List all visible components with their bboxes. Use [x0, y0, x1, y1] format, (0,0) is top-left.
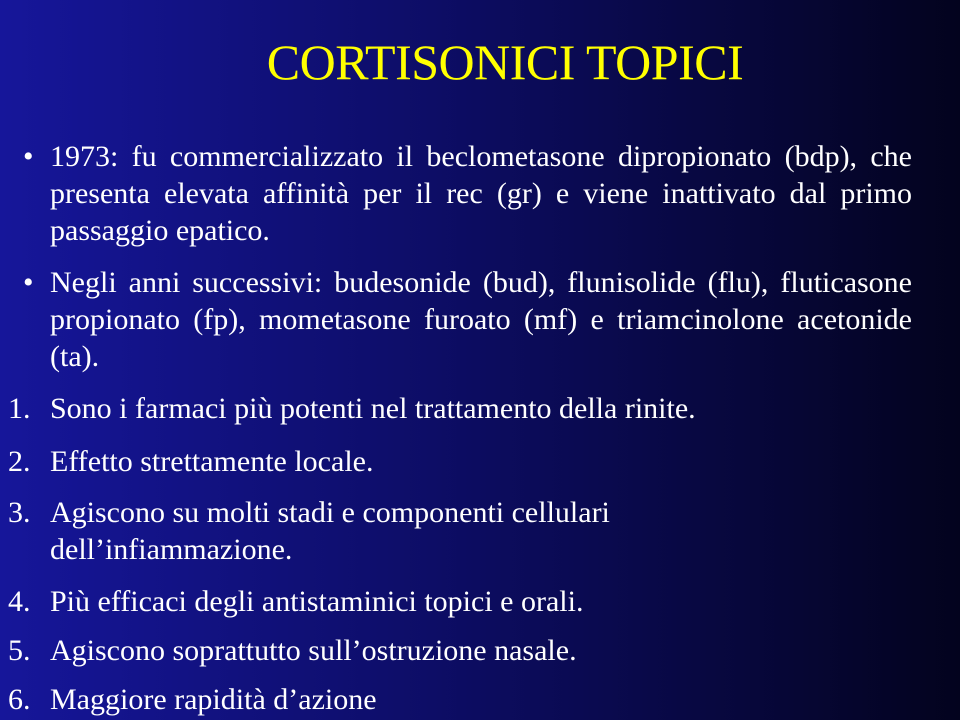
item-number: 3. — [8, 496, 31, 529]
item-number: 1. — [8, 392, 31, 425]
numbered-item — [0, 583, 960, 623]
item-text: Agiscono soprattutto sull’ostruzione nasale. — [50, 634, 577, 667]
item-text: Sono i farmaci più potenti nel trattamento della rinite. — [50, 392, 696, 425]
item-number: 5. — [8, 634, 31, 667]
item-text: Agiscono su molti stadi e componenti cellulari dell’infiammazione. — [50, 496, 610, 566]
item-number: 6. — [8, 683, 31, 716]
bullet-marker: • — [23, 140, 34, 173]
bullet-text: Negli anni successivi: budesonide (bud), flunisolide (flu), fluticasone propionato (fp), mometasone furoato (mf) e triamcinolone acetonide (ta). — [50, 266, 912, 373]
bullet-text: 1973: fu commercializzato il beclometasone dipropionato (bdp), che presenta elevata affinità per il rec (gr) e viene inattivato dal primo passaggio epatico. — [50, 140, 912, 247]
item-number: 2. — [8, 445, 31, 478]
item-number: 4. — [8, 585, 31, 618]
numbered-item — [0, 390, 960, 430]
bullet-item-successivi — [0, 264, 960, 378]
numbered-item — [0, 632, 960, 672]
item-text: Più efficaci degli antistaminici topici e orali. — [50, 585, 584, 618]
numbered-item — [0, 494, 960, 572]
item-text: Maggiore rapidità d’azione — [50, 683, 377, 716]
numbered-item — [0, 681, 960, 720]
bullet-item-1973 — [0, 138, 960, 252]
item-text: Effetto strettamente locale. — [50, 445, 374, 478]
numbered-item — [0, 443, 960, 483]
bullet-marker: • — [23, 266, 34, 299]
slide-title: CORTISONICI TOPICI — [266, 34, 744, 90]
